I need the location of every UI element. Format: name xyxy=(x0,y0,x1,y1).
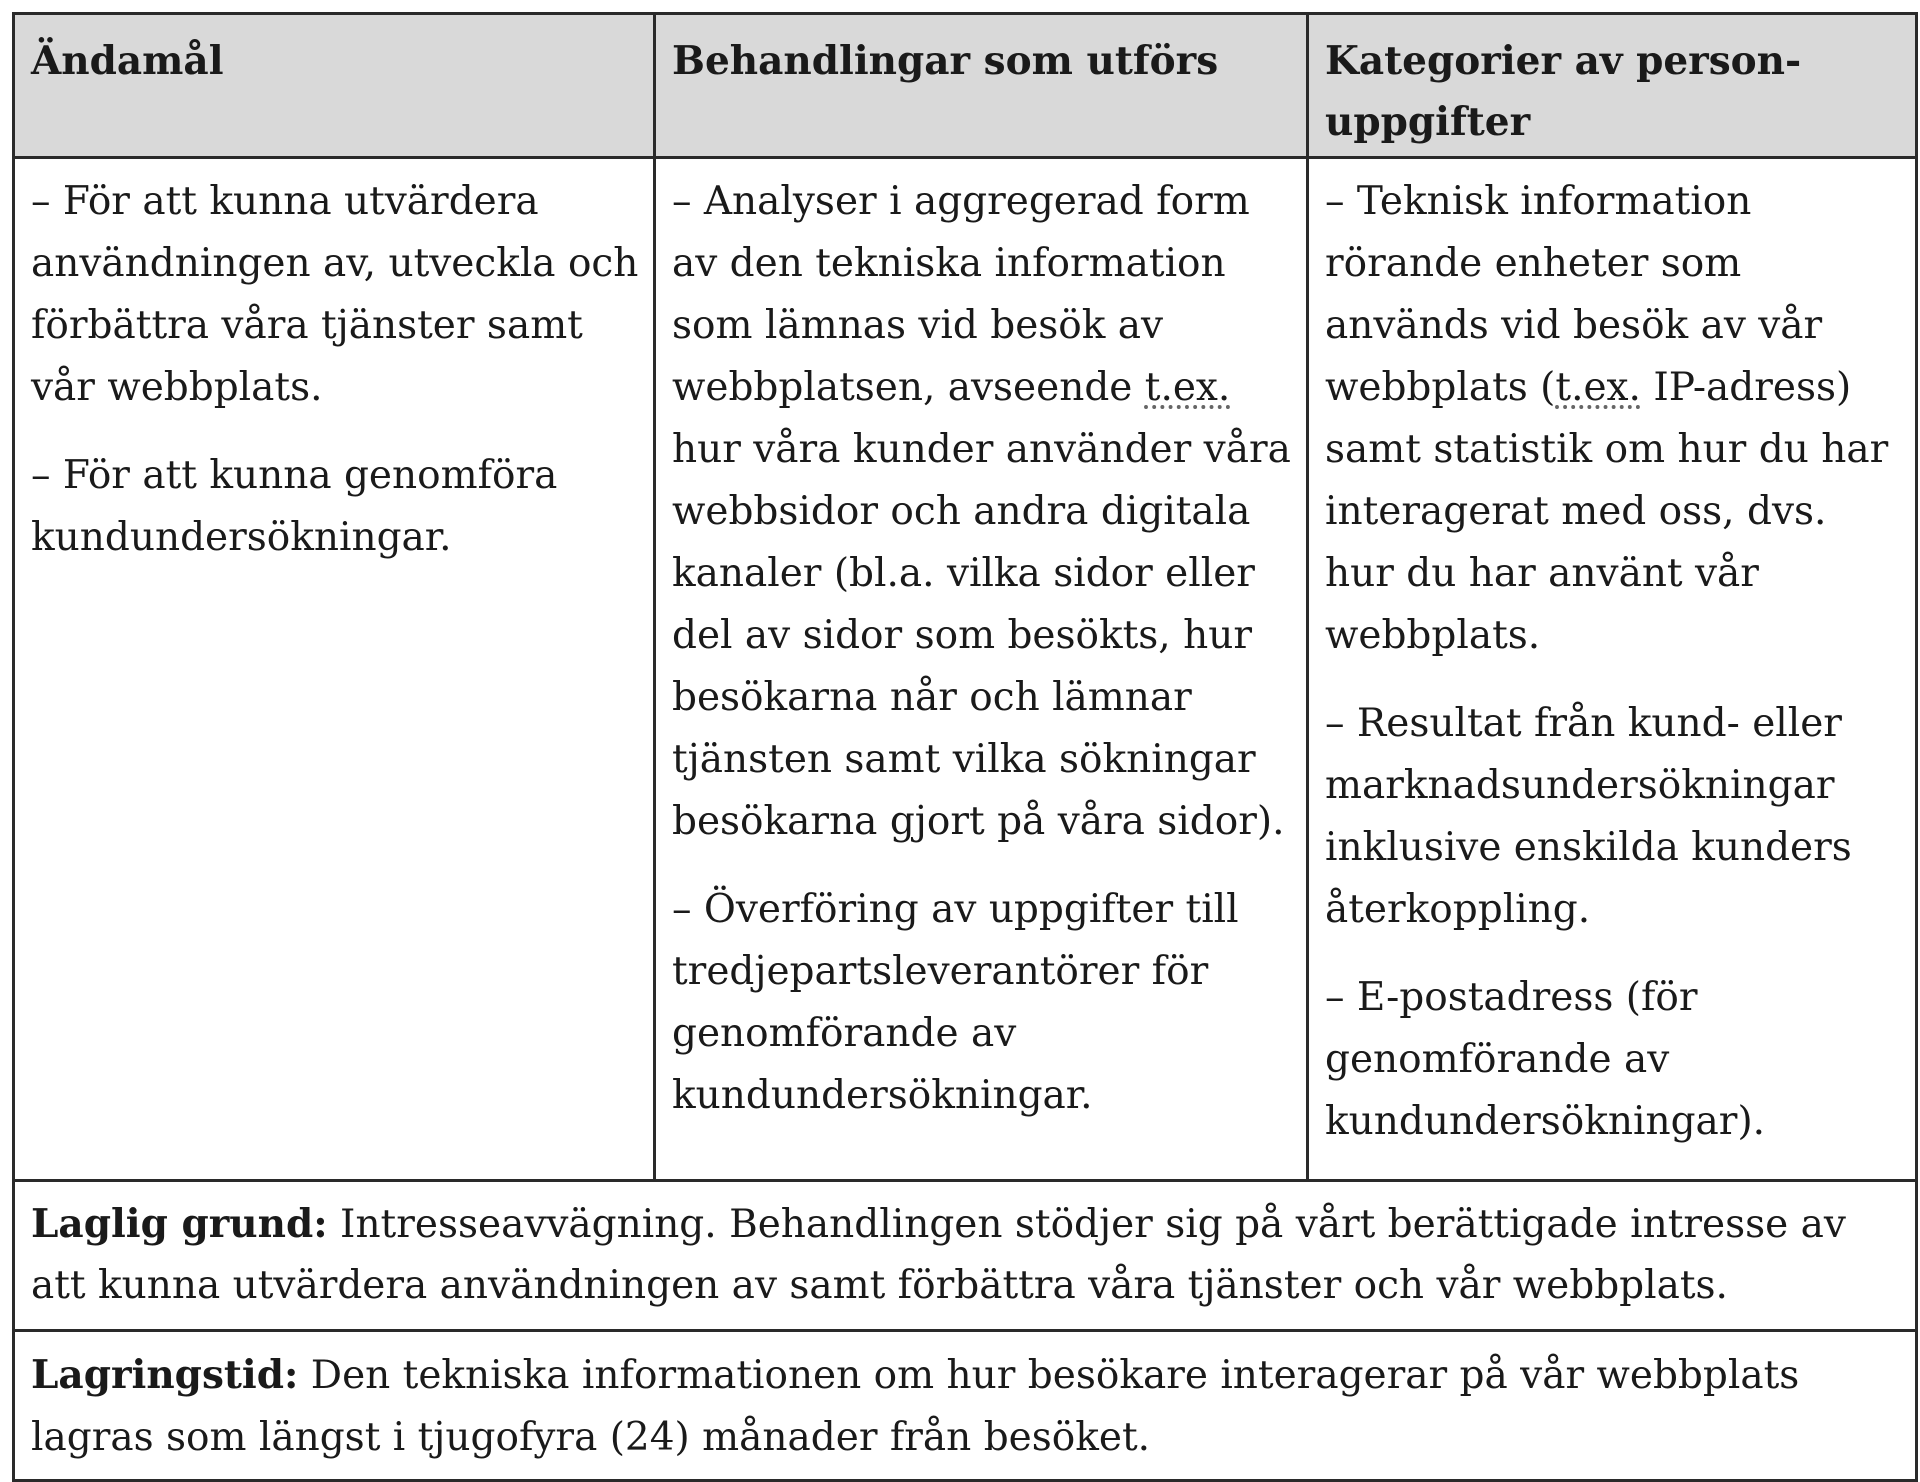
table-header-row xyxy=(14,14,1917,158)
header-purpose: Ändamål xyxy=(14,14,655,158)
category-text: – Teknisk information rörande enheter som används vid besök av vår webbplats ( xyxy=(1325,179,1823,410)
legal-basis-row xyxy=(14,1181,1917,1331)
abbreviation: t.ex. xyxy=(1555,365,1641,410)
legal-basis-text: Intresseavvägning. Behandlingen stödjer sig på vårt berättigade intresse av att kunna utvärdera användningen av samt förbättra våra tjänster och vår webbplats. xyxy=(31,1202,1846,1308)
header-categories-line1: Kategorier av person- xyxy=(1325,38,1802,84)
processing-item xyxy=(672,171,1292,853)
category-text: IP-adress) samt statistik om hur du har interagerat med oss, dvs. hur du har använt vår webbplats. xyxy=(1325,365,1889,658)
category-item: – E-postadress (för genomförande av kundundersökningar). xyxy=(1325,975,1766,1144)
header-categories-line2: uppgifter xyxy=(1325,99,1531,145)
header-processing: Behandlingar som utförs xyxy=(655,14,1308,158)
retention-label: Lagringstid: xyxy=(31,1352,299,1398)
processing-text: hur våra kunder använder våra webbsidor och andra digitala kanaler (bl.a. vilka sidor eller del av sidor som besökts, hur besökarna når och lämnar tjänsten samt vilka sökningar besökarna gjort på våra sidor). xyxy=(672,427,1291,844)
retention-cell xyxy=(14,1331,1917,1481)
purpose-item: – För att kunna utvärdera användningen av, utveckla och förbättra våra tjänster samt vår webbplats. xyxy=(31,179,639,410)
purpose-cell xyxy=(14,158,655,1181)
category-item: – Resultat från kund- eller marknadsundersökningar inklusive enskilda kunders återkoppling. xyxy=(1325,701,1852,932)
categories-cell xyxy=(1308,158,1917,1181)
legal-basis-cell xyxy=(14,1181,1917,1331)
purpose-item: – För att kunna genomföra kundundersökningar. xyxy=(31,453,558,560)
legal-basis-label: Laglig grund: xyxy=(31,1201,328,1247)
header-categories xyxy=(1308,14,1917,158)
category-item xyxy=(1325,171,1901,667)
table-body-row xyxy=(14,158,1917,1181)
abbreviation: t.ex. xyxy=(1144,365,1231,410)
processing-item: – Överföring av uppgifter till tredjepartsleverantörer för genomförande av kundundersökningar. xyxy=(672,887,1239,1118)
retention-text: Den tekniska informationen om hur besökare interagerar på vår webbplats lagras som längst i tjugofyra (24) månader från besöket. xyxy=(31,1353,1800,1460)
processing-cell xyxy=(655,158,1308,1181)
retention-row xyxy=(14,1331,1917,1481)
processing-text: – Analyser i aggregerad form av den tekniska information som lämnas vid besök av webbplatsen, avseende xyxy=(672,179,1250,410)
data-processing-table xyxy=(12,12,1918,1482)
